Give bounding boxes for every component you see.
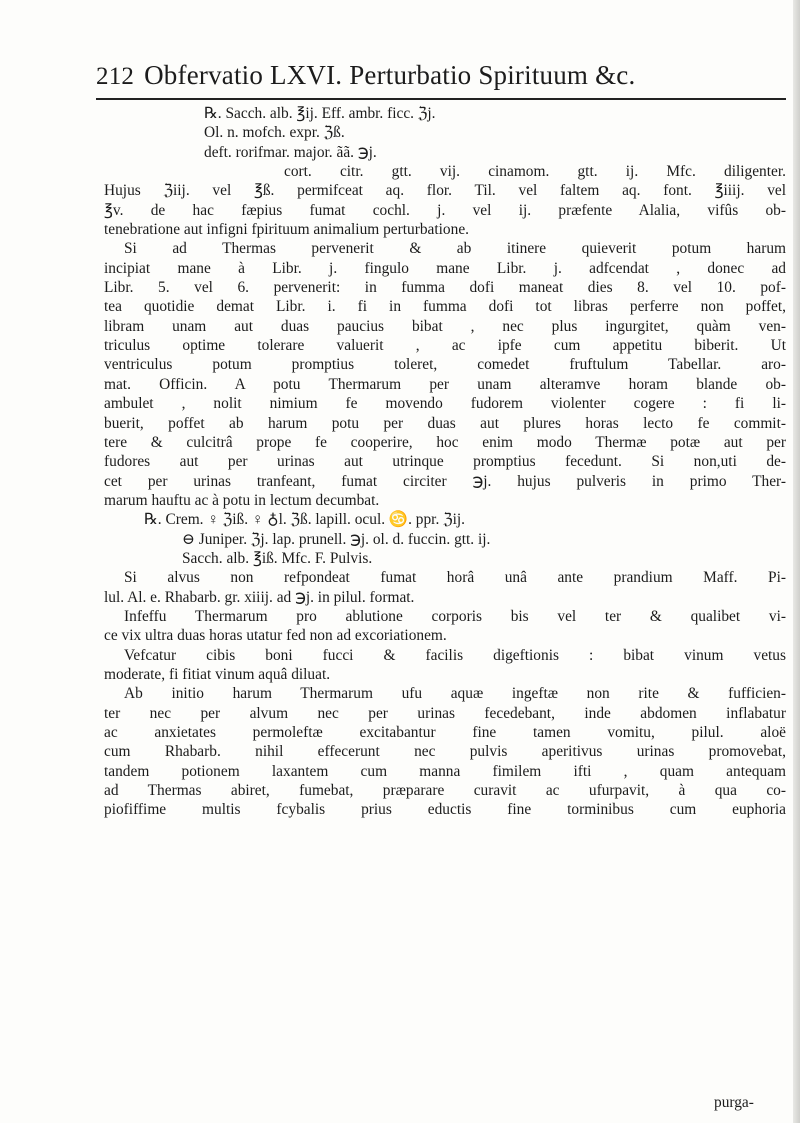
text-line: libram unam aut duas paucius bibat , nec plus ingurgitet, quàm ven- [104,317,786,335]
text-line: tandem potionem laxantem cum manna fimilem ifti , quam antequam [104,762,786,780]
text-line: tea quotidie demat Libr. i. fi in fumma dofi tot libras perferre non poffet, [104,298,786,316]
text-line: tenebratione aut infigni fpirituum animalium perturbatione. [104,221,469,239]
text-line: incipiat mane à Libr. j. fingulo mane Libr. j. adfcendat , donec ad [104,259,786,277]
text-line: Sacch. alb. ℥iß. Mfc. F. Pulvis. [182,549,373,567]
text-line: lul. Al. e. Rhabarb. gr. xiiij. ad ℈j. in pilul. format. [104,588,415,606]
text-line: cort. citr. gtt. vij. cinamom. gtt. ij. Mfc. diligenter. [284,163,786,181]
text-line: ℥v. de hac fæpius fumat cochl. j. vel ij. præfente Alalia, vifûs ob- [104,201,786,219]
text-line: moderate, fi fitiat vinum aquâ diluat. [104,665,331,683]
text-line: piofiffime multis fcybalis prius eductis fine torminibus cum euphoria [104,801,786,819]
body-text [104,104,786,820]
text-line: buerit, poffet ab harum potu per duas aut plures horas lecto fe commit- [104,414,786,432]
text-line: Hujus ℨiij. vel ℥ß. permifceat aq. flor. Til. vel faltem aq. font. ℥iiij. vel [104,182,786,200]
text-line: Infeffu Thermarum pro ablutione corporis bis vel ter & qualibet vi- [124,607,786,625]
text-line: ac anxietates permoleftæ excitabantur fine tamen vomitu, pilul. aloë [104,724,786,741]
running-head [96,60,786,96]
page-edge-shadow [793,0,800,1123]
text-line: triculus optime tolerare valuerit , ac ipfe cum appetitu biberit. Ut [104,337,786,355]
text-line: Si ad Thermas pervenerit & ab itinere quieverit potum harum [124,240,786,258]
page-number: 212 [96,63,135,90]
text-line: fudores aut per urinas aut utrinque promptius fecedunt. Si non,uti de- [104,453,786,471]
text-line: ambulet , nolit nimium fe movendo fudorem violenter cogere : fi li- [104,395,786,413]
text-line: ce vix ultra duas horas utatur fed non ad excoriationem. [104,627,447,645]
text-line: Vefcatur cibis boni fucci & facilis digeftionis : bibat vinum vetus [124,646,786,664]
text-line: ⊖ Juniper. ℨj. lap. prunell. ℈j. ol. d. fuccin. gtt. ij. [182,530,491,548]
text-line: deft. rorifmar. major. ãã. ℈j. [204,143,377,161]
text-line: Si alvus non refpondeat fumat horâ unâ ante prandium Maff. Pi- [124,569,786,587]
text-line: Libr. 5. vel 6. pervenerit: in fumma dofi maneat dies 8. vel 10. pof- [104,279,786,297]
text-line: ventriculus potum promptius toleret, comedet fruftulum Tabellar. aro- [104,356,786,374]
text-line: cum Rhabarb. nihil effecerunt nec pulvis aperitivus urinas promovebat, [104,743,786,761]
text-line: mat. Officin. A potu Thermarum per unam alteramve horam blande ob- [104,375,786,393]
text-line: Ol. n. mofch. expr. ℨß. [204,124,345,142]
head-rule [96,98,786,100]
text-line: ℞. Crem. ♀ ℨiß. ♀ ♁l. ℨß. lapill. ocul. ♋. ppr. ℨij. [144,511,466,529]
running-head-title: Obfervatio LXVI. Perturbatio Spirituum &c. [144,60,636,90]
text-line: ad Thermas abiret, fumebat, præparare curavit ac ufurpavit, à qua co- [104,782,786,800]
text-line: Ab initio harum Thermarum ufu aquæ ingeftæ non rite & fufficien- [124,685,786,703]
catchword: purga- [714,1094,754,1111]
text-line: tere & culcitrâ prope fe cooperire, hoc enim modo Thermæ potæ aut per [104,433,786,451]
text-line: cet per urinas tranfeant, fumat circiter ℈j. hujus pulveris in primo Ther- [104,472,786,490]
text-line: ter nec per alvum nec per urinas fecedebant, inde abdomen inflabatur [104,704,786,722]
text-line: ℞. Sacch. alb. ℥ij. Eff. ambr. ficc. ℨj. [204,105,436,122]
text-line: marum hauftu ac à potu in lectum decumbat. [104,491,380,509]
